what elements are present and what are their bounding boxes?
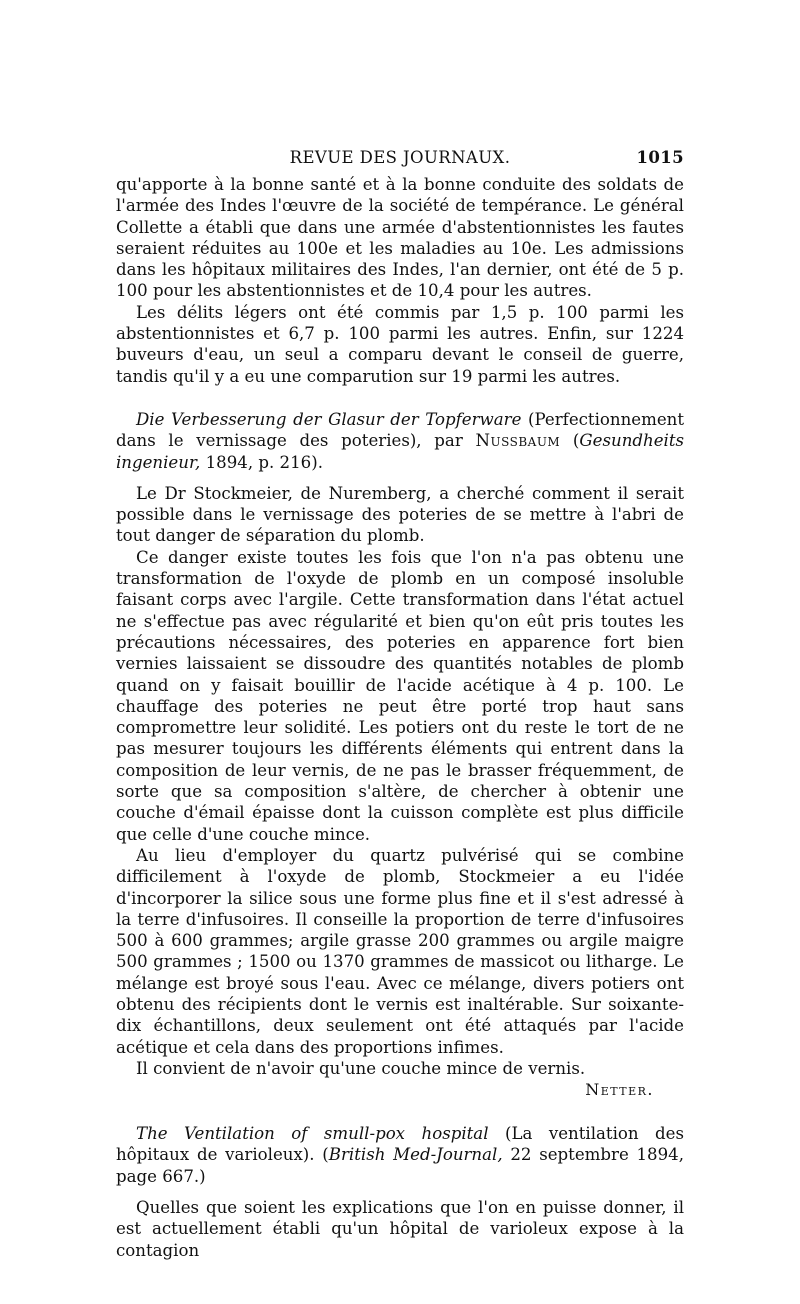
running-title: REVUE DES JOURNAUX.	[289, 148, 511, 167]
article-author: Nussbaum	[475, 431, 561, 451]
paragraph-contagion: Quelles que soient les explications que l'on en puisse donner, il est actuellement établi qu'un hôpital de varioleux expose à la contagion	[116, 1198, 684, 1260]
article-citation-glaze: 1894, p. 216).	[200, 452, 323, 472]
paragraph-danger: Ce danger existe toutes les fois que l'on n'a pas obtenu une transformation de l'oxyde de plomb en un composé insoluble faisant corps avec l'argile. Cette transformation dans l'état actuel ne s'effectue pas avec régularité et bien qu'on eût pris toutes les précautions nécessaires, des poteries en apparence fort bien vernies laissaient se dissoudre des quantités notables de plomb quand on y faisait bouillir de l'acide acétique à 4 p. 100. Le chauffage des poteries ne peut être porté trop haut sans compromettre leur solidité. Les potiers ont du reste le tort de ne pas mesurer toujours les différents éléments qui entrent dans la composition de leur vernis, de ne pas le brasser fréquemment, de sorte que sa composition s'altère, de chercher à obtenir une couche d'émail épaisse dont la cuisson complète est plus difficile que celle d'une couche mince.	[116, 547, 684, 844]
document-page	[116, 148, 684, 1261]
article-heading-glaze	[116, 409, 684, 473]
article-citation-ventilation: 22 septembre 1894, page 667.)	[116, 1145, 685, 1186]
article-heading-ventilation	[116, 1123, 684, 1187]
author-signature: Netter.	[585, 1080, 654, 1100]
article-title-ventilation: The Ventilation of smull-pox hospital	[136, 1124, 489, 1144]
paragraph-temperance-results: qu'apporte à la bonne santé et à la bonne conduite des soldats de l'armée des Indes l'œuvre de la société de tempérance. Le général Collette a établi que dans une armée d'abstentionnistes les fautes seraient réduites au 100e et les maladies au 10e. Les admissions dans les hôpitaux militaires des Indes, l'an dernier, ont été de 5 p. 100 pour les abstentionnistes et de 10,4 pour les autres.	[116, 175, 684, 301]
journal-open: (	[560, 431, 580, 451]
running-head	[116, 148, 684, 174]
article-subtitle-glaze: (Perfectionnement dans le vernissage des poteries), par	[116, 409, 685, 451]
paragraph-quartz: Au lieu d'employer du quartz pulvérisé qui se combine difficilement à l'oxyde de plomb, Stockmeier a eu l'idée d'incorporer la silice sous une forme plus fine et il s'est adressé à la terre d'infusoires. Il conseille la proportion de terre d'infusoires 500 à 600 grammes; argile grasse 200 grammes ou argile maigre 500 grammes ; 1500 ou 1370 grammes de massicot ou litharge. Le mélange est broyé sous l'eau. Avec ce mélange, divers potiers ont obtenu des récipients dont le vernis est inaltérable. Sur soixante-dix échantillons, deux seulement ont été attaqués par l'acide acétique et cela dans des proportions infimes.	[116, 845, 684, 1057]
article-journal-ventilation: British Med-Journal,	[328, 1145, 503, 1165]
article-subtitle-ventilation: (La ventilation des hôpitaux de varioleux). (	[116, 1124, 684, 1165]
page-number: 1015	[636, 148, 684, 167]
article-journal-glaze: Gesundheits ingenieur,	[116, 431, 685, 472]
paragraph-stockmeier: Le Dr Stockmeier, de Nuremberg, a cherché comment il serait possible dans le vernissage des poteries de se mettre à l'abri de tout danger de séparation du plomb.	[116, 483, 684, 546]
paragraph-offenses: Les délits légers ont été commis par 1,5 p. 100 parmi les abstentionnistes et 6,7 p. 100 parmi les autres. Enfin, sur 1224 buveurs d'eau, un seul a comparu devant le conseil de guerre, tandis qu'il y a eu une comparution sur 19 parmi les autres.	[116, 302, 684, 386]
paragraph-thin-layer: Il convient de n'avoir qu'une couche mince de vernis.	[136, 1058, 586, 1078]
article-title-glaze: Die Verbesserung der Glasur der Topferware	[136, 409, 522, 429]
